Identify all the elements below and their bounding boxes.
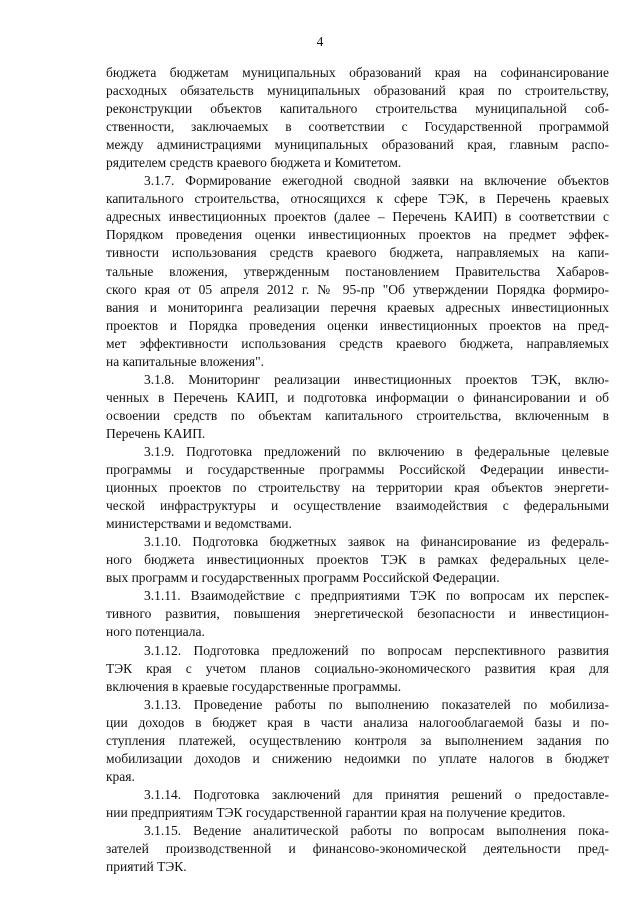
text-line: адресных инвестиционных проектов (далее – Перечень КАИП) в соответствии с xyxy=(106,209,609,225)
text-line: 3.1.8. Мониторинг реализации инвестиционных проектов ТЭК, вклю- xyxy=(144,371,609,387)
text-line: включения в краевые государственные программы. xyxy=(106,678,402,694)
text-line: 3.1.10. Подготовка бюджетных заявок на финансирование из федераль- xyxy=(144,534,609,550)
text-line: между администрациями муниципальных образований края, главным распо- xyxy=(106,137,609,153)
text-line: тальные вложения, утвержденным постановлением Правительства Хабаров- xyxy=(106,263,609,279)
text-line: 3.1.11. Взаимодействие с предприятиями ТЭК по вопросам их перспек- xyxy=(144,588,609,604)
text-line: министерствами и ведомствами. xyxy=(106,516,292,532)
text-line: на капитальные вложения". xyxy=(106,353,264,369)
text-line: бюджета бюджетам муниципальных образований края на софинансирование xyxy=(106,65,609,80)
text-line: тивности использования средств краевого бюджета, направляемых на капи- xyxy=(106,245,609,261)
text-line: ступления платежей, осуществлению контроля за выполнением задания по xyxy=(106,732,609,748)
paragraph xyxy=(106,533,609,587)
text-line: ТЭК края с учетом планов социально-экономического развития края для xyxy=(106,660,609,676)
text-line: 3.1.15. Ведение аналитической работы по вопросам выполнения пока- xyxy=(144,822,609,838)
text-line: приятий ТЭК. xyxy=(106,859,187,875)
text-line: расходных обязательств муниципальных образований края по строительству, xyxy=(106,83,609,99)
text-line: проектов и Порядка проведения оценки инвестиционных проектов на пред- xyxy=(106,317,609,333)
text-line: 3.1.9. Подготовка предложений по включению в федеральные целевые xyxy=(144,443,609,459)
text-line: тивного развития, повышения энергетической безопасности и инвестицион- xyxy=(106,606,609,622)
text-line: реконструкции объектов капитального строительства муниципальной соб- xyxy=(106,101,609,117)
text-line: мобилизации доходов и снижению недоимки по уплате налогов в бюджет xyxy=(106,750,609,766)
paragraph xyxy=(106,172,609,371)
text-line: вых программ и государственных программ Российской Федерации. xyxy=(106,570,500,586)
paragraph xyxy=(106,786,609,822)
text-line: Перечень КАИП. xyxy=(106,425,206,441)
document-body xyxy=(106,64,609,876)
paragraph xyxy=(106,642,609,696)
text-line: ченных в Перечень КАИП, и подготовка информации о финансировании и об xyxy=(106,389,609,405)
paragraph xyxy=(106,822,609,876)
text-line: ционных проектов по строительству на территории края объектов энергети- xyxy=(106,480,609,496)
text-line: ного бюджета инвестиционных проектов ТЭК в рамках федеральных целе- xyxy=(106,552,609,568)
text-line: 3.1.13. Проведение работы по выполнению показателей по мобилиза- xyxy=(144,696,609,712)
text-line: ного потенциала. xyxy=(106,624,205,640)
text-line: 3.1.12. Подготовка предложений по вопросам перспективного развития xyxy=(144,642,609,658)
text-line: освоении средств по объектам капитального строительства, включенным в xyxy=(106,407,609,423)
text-line: капитального строительства, относящихся к сфере ТЭК, в Перечень краевых xyxy=(106,191,609,207)
text-line: рядителем средств краевого бюджета и Комитетом. xyxy=(106,155,402,171)
text-line: зателей производственной и финансово-экономической деятельности пред- xyxy=(106,841,609,857)
text-line: нии предприятиям ТЭК государственной гарантии края на получение кредитов. xyxy=(106,804,566,820)
text-line: 3.1.7. Формирование ежегодной сводной заявки на включение объектов xyxy=(144,173,609,189)
text-line: 3.1.14. Подготовка заключений для принятия решений о предоставле- xyxy=(144,786,609,802)
text-line: ции доходов в бюджет края в части анализа налогооблагаемой базы и по- xyxy=(106,714,609,730)
paragraph xyxy=(106,443,609,533)
paragraph xyxy=(106,696,609,786)
paragraph xyxy=(106,587,609,641)
page-number: 4 xyxy=(316,34,324,49)
text-line: края. xyxy=(106,768,135,784)
paragraph xyxy=(106,371,609,443)
text-line: ственности, заключаемых в соответствии с Государственной программой xyxy=(106,119,609,135)
text-line: ческой инфраструктуры и осуществление взаимодействия с федеральными xyxy=(106,498,609,514)
paragraph xyxy=(106,64,609,172)
text-line: вания и мониторинга реализации перечня краевых адресных инвестиционных xyxy=(106,299,609,315)
text-line: Порядком проведения оценки инвестиционных проектов на предмет эффек- xyxy=(106,227,609,243)
text-line: ского края от 05 апреля 2012 г. № 95-пр "Об утверждении Порядка формиро- xyxy=(106,281,609,297)
text-line: программы и государственные программы Российской Федерации инвести- xyxy=(106,462,609,478)
text-line: мет эффективности использования средств краевого бюджета, направляемых xyxy=(106,335,609,351)
